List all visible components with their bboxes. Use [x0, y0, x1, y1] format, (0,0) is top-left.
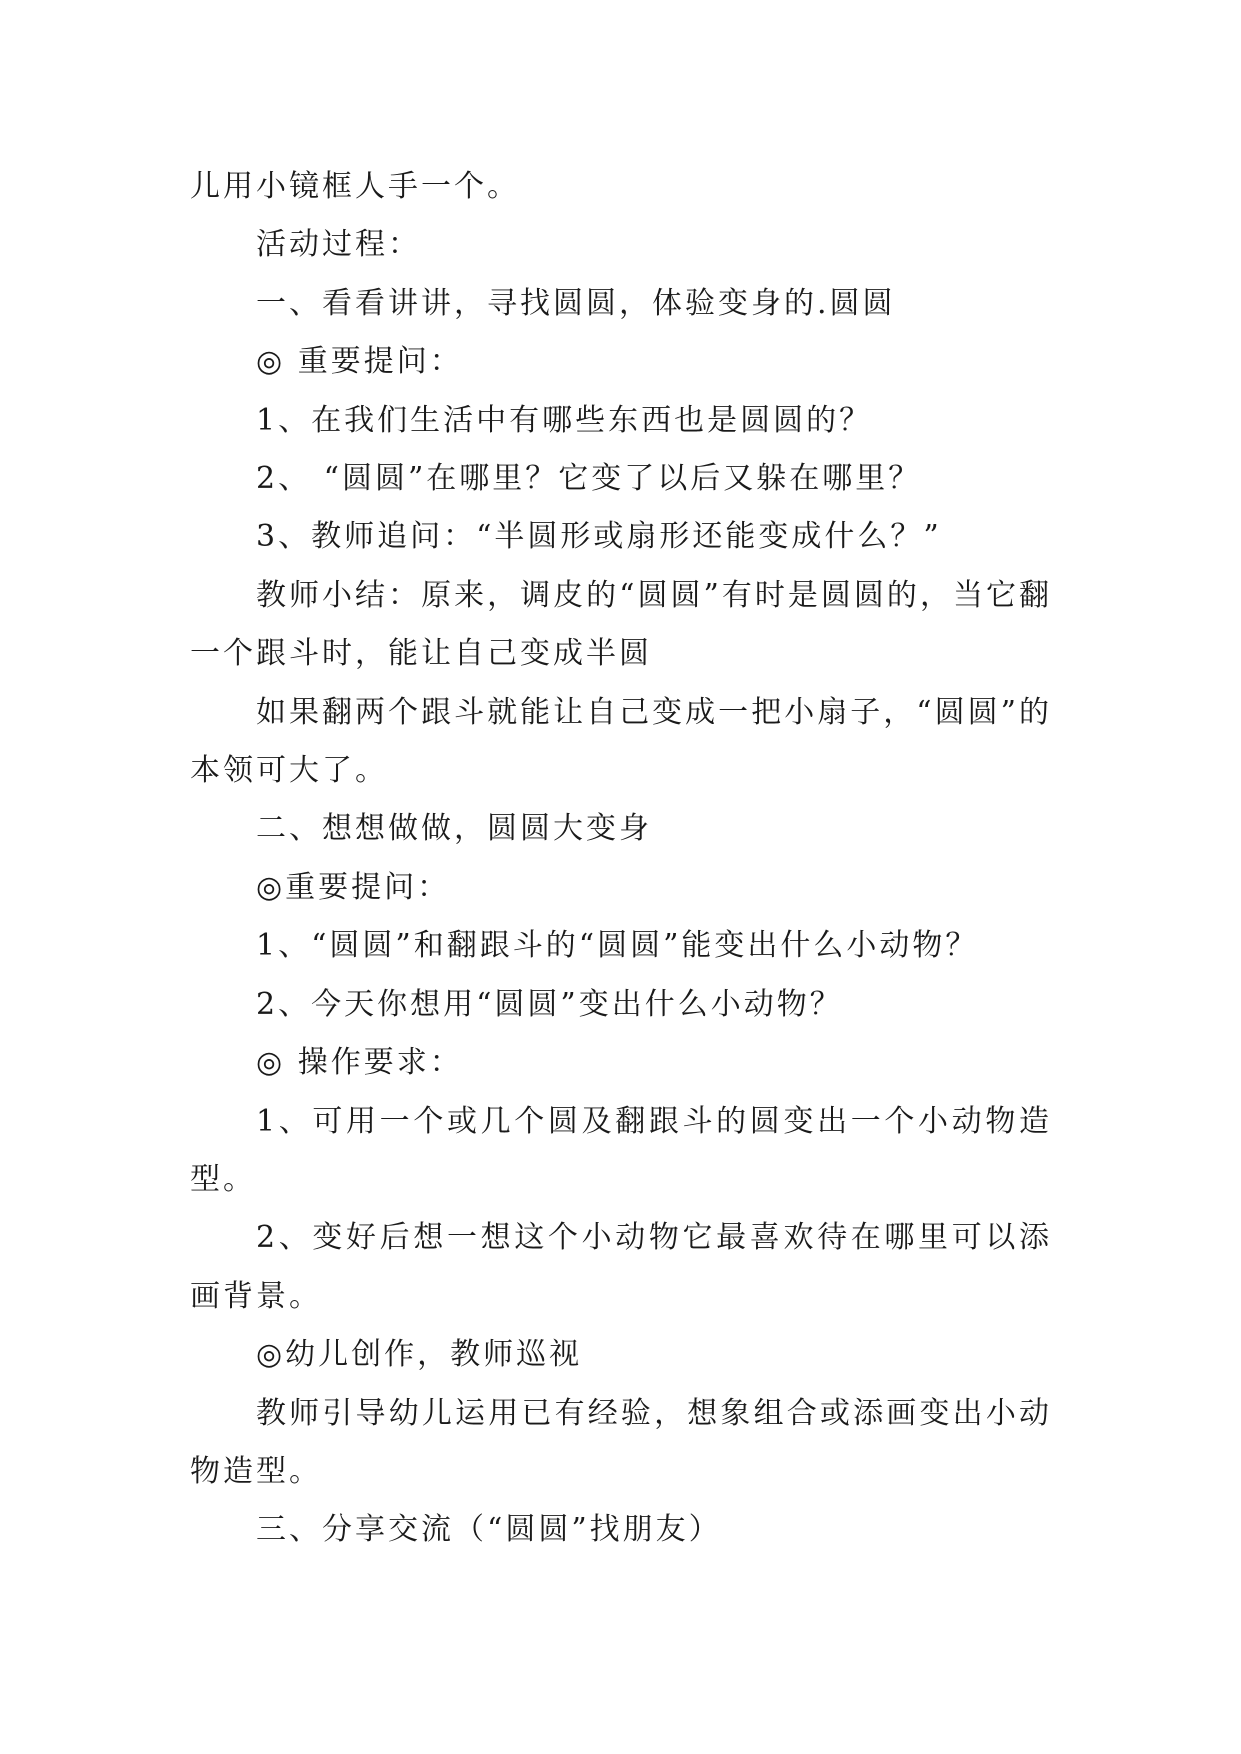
paragraph-8: 教师小结：原来，调皮的“圆圆”有时是圆圆的，当它翻一个跟斗时，能让自己变成半圆: [190, 577, 1052, 672]
paragraph-11: ◎重要提问：: [256, 869, 451, 905]
paragraph-4: ◎ 重要提问：: [256, 344, 463, 380]
paragraph-3: 一、看看讲讲，寻找圆圆，体验变身的.圆圆: [256, 285, 896, 321]
paragraph-15: 1、可用一个或几个圆及翻跟斗的圆变出一个小动物造型。: [190, 1103, 1052, 1197]
paragraph-5: 1、在我们生活中有哪些东西也是圆圆的？: [256, 402, 873, 438]
paragraph-12: 1、“圆圆”和翻跟斗的“圆圆”能变出什么小动物？: [256, 928, 979, 964]
paragraph-17: ◎幼儿创作，教师巡视: [256, 1337, 583, 1373]
paragraph-13: 2、今天你想用“圆圆”变出什么小动物？: [256, 986, 843, 1022]
paragraph-14: ◎ 操作要求：: [256, 1045, 463, 1081]
paragraph-10: 二、想想做做，圆圆大变身: [256, 811, 652, 847]
paragraph-2: 活动过程：: [256, 227, 421, 263]
paragraph-1: 儿用小镜框人手一个。: [190, 169, 520, 204]
paragraph-18: 教师引导幼儿运用已有经验，想象组合或添画变出小动物造型。: [190, 1395, 1052, 1489]
paragraph-16: 2、变好后想一想这个小动物它最喜欢待在哪里可以添画背景。: [190, 1220, 1052, 1314]
document-body: [190, 158, 1052, 1560]
paragraph-6: 2、 “圆圆”在哪里？它变了以后又躲在哪里？: [256, 461, 922, 497]
paragraph-9: 如果翻两个跟斗就能让自己变成一把小扇子，“圆圆”的本领可大了。: [190, 694, 1052, 789]
paragraph-7: 3、教师追问：“半圆形或扇形还能变成什么？”: [256, 519, 942, 555]
paragraph-19: 三、分享交流（“圆圆”找朋友）: [256, 1512, 722, 1548]
